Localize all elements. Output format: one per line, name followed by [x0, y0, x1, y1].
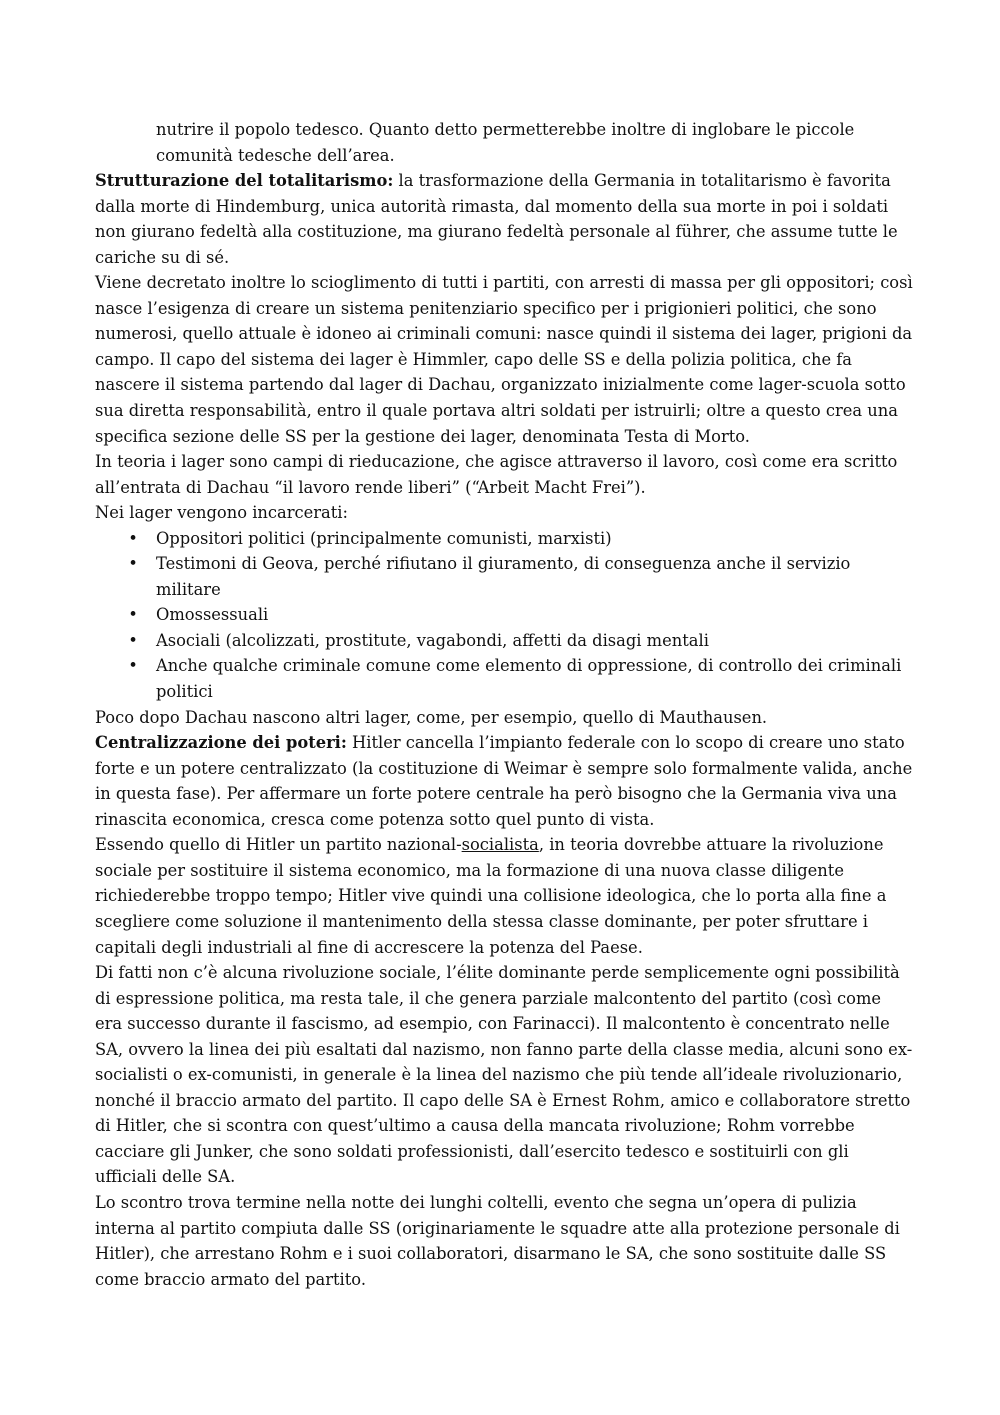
bullet-icon: • [128, 605, 138, 625]
list-item-text: Anche qualche criminale comune come elemento di oppressione, di controllo dei criminali politici [156, 656, 902, 702]
bullet-icon: • [128, 528, 138, 548]
list-item [95, 628, 913, 654]
totalitarismo-paragraph [95, 168, 913, 270]
lager-paragraph: Viene decretato inoltre lo scioglimento di tutti i partiti, con arresti di massa per gli oppositori; così nasce l’esigenza di creare un sistema penitenziario specifico per i prigionieri politici, che sono numerosi, quello attuale è idoneo ai criminali comuni: nasce quindi il sistema dei lager, prigioni da campo. Il capo del sistema dei lager è Himmler, capo delle SS e della polizia politica, che fa nascere il sistema partendo dal lager di Dachau, organizzato inizialmente come lager-scuola sotto sua diretta responsabilità, entro il quale portava altri soldati per istruirli; oltre a questo crea una specifica sezione delle SS per la gestione dei lager, denominata Testa di Morto. [95, 273, 913, 446]
bullet-icon: • [128, 554, 138, 574]
socialista-text-before: Essendo quello di Hitler un partito nazional- [95, 835, 462, 855]
socialista-underlined: socialista [461, 835, 539, 855]
list-item-text: Testimoni di Geova, perché rifiutano il giuramento, di conseguenza anche il servizio militare [156, 554, 851, 599]
totalitarismo-text: la trasformazione della Germania in totalitarismo è favorita dalla morte di Hindemburg, unica autorità rimasta, dal momento della sua morte in poi i soldati non giurano fedeltà alla costituzione, ma giurano fedeltà personale al führer, che assume tutte le cariche su di sé. [95, 171, 898, 267]
bullet-icon: • [128, 656, 138, 676]
totalitarismo-heading: Strutturazione del totalitarismo: [95, 171, 394, 191]
coltelli-paragraph: Lo scontro trova termine nella notte dei lunghi coltelli, evento che segna un’opera di pulizia interna al partito compiuta dalle SS (originariamente le squadre atte alla protezione personale di Hitler), che arrestano Rohm e i suoi collaboratori, disarmano le SA, che sono sostituite dalle SS come braccio armato del partito. [95, 1192, 900, 1289]
mauthausen-paragraph: Poco dopo Dachau nascono altri lager, come, per esempio, quello di Mauthausen. [95, 707, 768, 727]
rieducazione-paragraph: In teoria i lager sono campi di rieducazione, che agisce attraverso il lavoro, così come era scritto all’entrata di Dachau “il lavoro rende liberi” (“Arbeit Macht Frei”). [95, 452, 898, 497]
list-item [95, 653, 913, 704]
bullet-icon: • [128, 630, 138, 650]
list-item-text: Asociali (alcolizzati, prostitute, vagabondi, affetti da disagi mentali [156, 630, 709, 650]
centralizzazione-heading: Centralizzazione dei poteri: [95, 733, 347, 753]
list-item-text: Omossessuali [156, 605, 269, 625]
centralizzazione-text: Hitler cancella l’impianto federale con lo scopo di creare uno stato forte e un potere centralizzato (la costituzione di Weimar è sempre solo formalmente valida, anche in questa fase). Per affermare un forte potere centrale ha però bisogno che la Germania viva una rinascita economica, cresca come potenza sotto quel punto di vista. [95, 733, 913, 829]
incarcerati-list [95, 526, 913, 705]
list-item [95, 551, 913, 602]
document-page [95, 117, 913, 1292]
list-intro: Nei lager vengono incarcerati: [95, 503, 348, 523]
socialista-text-after: , in teoria dovrebbe attuare la rivoluzione sociale per sostituire il sistema economico, ma la formazione di una nuova classe diligente richiederebbe troppo tempo; Hitler vive quindi una collisione ideologica, che lo porta alla fine a scegliere come soluzione il mantenimento della stessa classe dominante, per poter sfruttare i capitali degli industriali al fine di accrescere la potenza del Paese. [95, 835, 887, 957]
socialista-paragraph [95, 832, 913, 960]
centralizzazione-paragraph [95, 730, 913, 832]
list-item [95, 602, 913, 628]
intro-continuation: nutrire il popolo tedesco. Quanto detto permetterebbe inoltre di inglobare le piccole comunità tedesche dell’area. [156, 120, 855, 165]
malcontento-paragraph: Di fatti non c’è alcuna rivoluzione sociale, l’élite dominante perde semplicemente ogni possibilità di espressione politica, ma resta tale, il che genera parziale malcontento del partito (così come era successo durante il fascismo, ad esempio, con Farinacci). Il malcontento è concentrato nelle SA, ovvero la linea dei più esaltati dal nazismo, non fanno parte della classe media, alcuni sono ex-socialisti o ex-comunisti, in generale è la linea del nazismo che più tende all’ideale rivoluzionario, nonché il braccio armato del partito. Il capo delle SA è Ernest Rohm, amico e collaboratore stretto di Hitler, che si scontra con quest’ultimo a causa della mancata rivoluzione; Rohm vorrebbe cacciare gli Junker, che sono soldati professionisti, dall’esercito tedesco e sostituirli con gli ufficiali delle SA. [95, 963, 913, 1187]
list-item [95, 526, 913, 552]
list-item-text: Oppositori politici (principalmente comunisti, marxisti) [156, 528, 612, 548]
